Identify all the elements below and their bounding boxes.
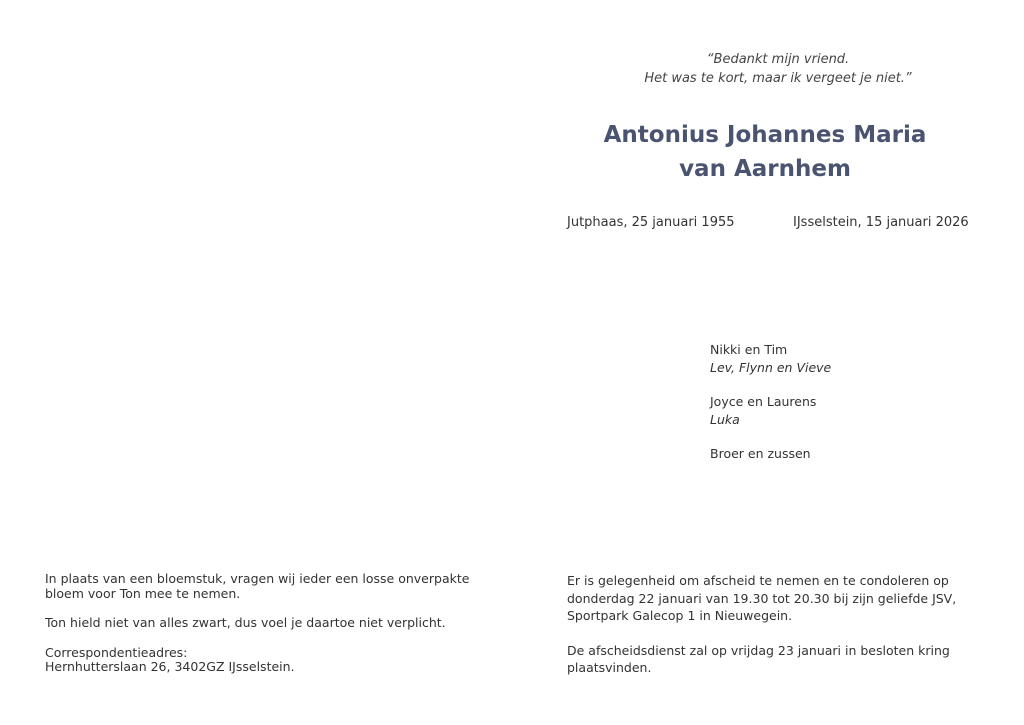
left-notes bbox=[45, 572, 485, 690]
dress-note bbox=[45, 616, 485, 631]
family-group-children: Luka bbox=[710, 412, 740, 427]
text-line: In plaats van een bloemstuk, vragen wij ieder een losse onverpakte bbox=[45, 571, 470, 586]
text-line: Correspondentieadres: bbox=[45, 644, 188, 660]
text-line: plaatsvinden. bbox=[567, 660, 652, 675]
text-line: Sportpark Galecop 1 in Nieuwegein. bbox=[567, 608, 793, 623]
death-date: IJsselstein, 15 januari 2026 bbox=[793, 215, 969, 230]
birth-date: Jutphaas, 25 januari 1955 bbox=[567, 215, 735, 230]
service-info bbox=[567, 642, 967, 677]
text-line: Hernhutterslaan 26, 3402GZ IJsselstein. bbox=[45, 659, 295, 674]
family-group-main: Nikki en Tim bbox=[710, 342, 788, 357]
family-group bbox=[710, 341, 970, 377]
family-group bbox=[710, 393, 970, 429]
text-line: Er is gelegenheid om afscheid te nemen en te condoleren op bbox=[567, 573, 949, 588]
deceased-name bbox=[565, 118, 965, 186]
text-line: Ton hield niet van alles zwart, dus voel je daartoe niet verplicht. bbox=[45, 615, 446, 630]
family-group-children: Lev, Flynn en Vieve bbox=[710, 360, 832, 375]
condolence-info bbox=[567, 572, 967, 625]
quote-line-2: Het was te kort, maar ik vergeet je niet.” bbox=[644, 71, 912, 86]
family-group-main: Joyce en Laurens bbox=[710, 394, 817, 409]
text-line: bloem voor Ton mee te nemen. bbox=[45, 585, 241, 601]
text-line: De afscheidsdienst zal op vrijdag 23 januari in besloten kring bbox=[567, 642, 950, 658]
family-group bbox=[710, 445, 970, 463]
right-notes bbox=[567, 572, 967, 694]
quote-line-1: “Bedankt mijn vriend. bbox=[706, 52, 850, 67]
flowers-request bbox=[45, 572, 485, 601]
name-line-2: van Aarnhem bbox=[679, 156, 851, 182]
text-line: donderdag 22 januari van 19.30 tot 20.30 bij zijn geliefde JSV, bbox=[567, 590, 957, 606]
correspondence-address bbox=[45, 646, 485, 675]
name-line-1: Antonius Johannes Maria bbox=[603, 122, 927, 148]
memorial-quote bbox=[580, 50, 976, 88]
family-group-main: Broer en zussen bbox=[710, 446, 811, 461]
family-list bbox=[710, 341, 970, 479]
